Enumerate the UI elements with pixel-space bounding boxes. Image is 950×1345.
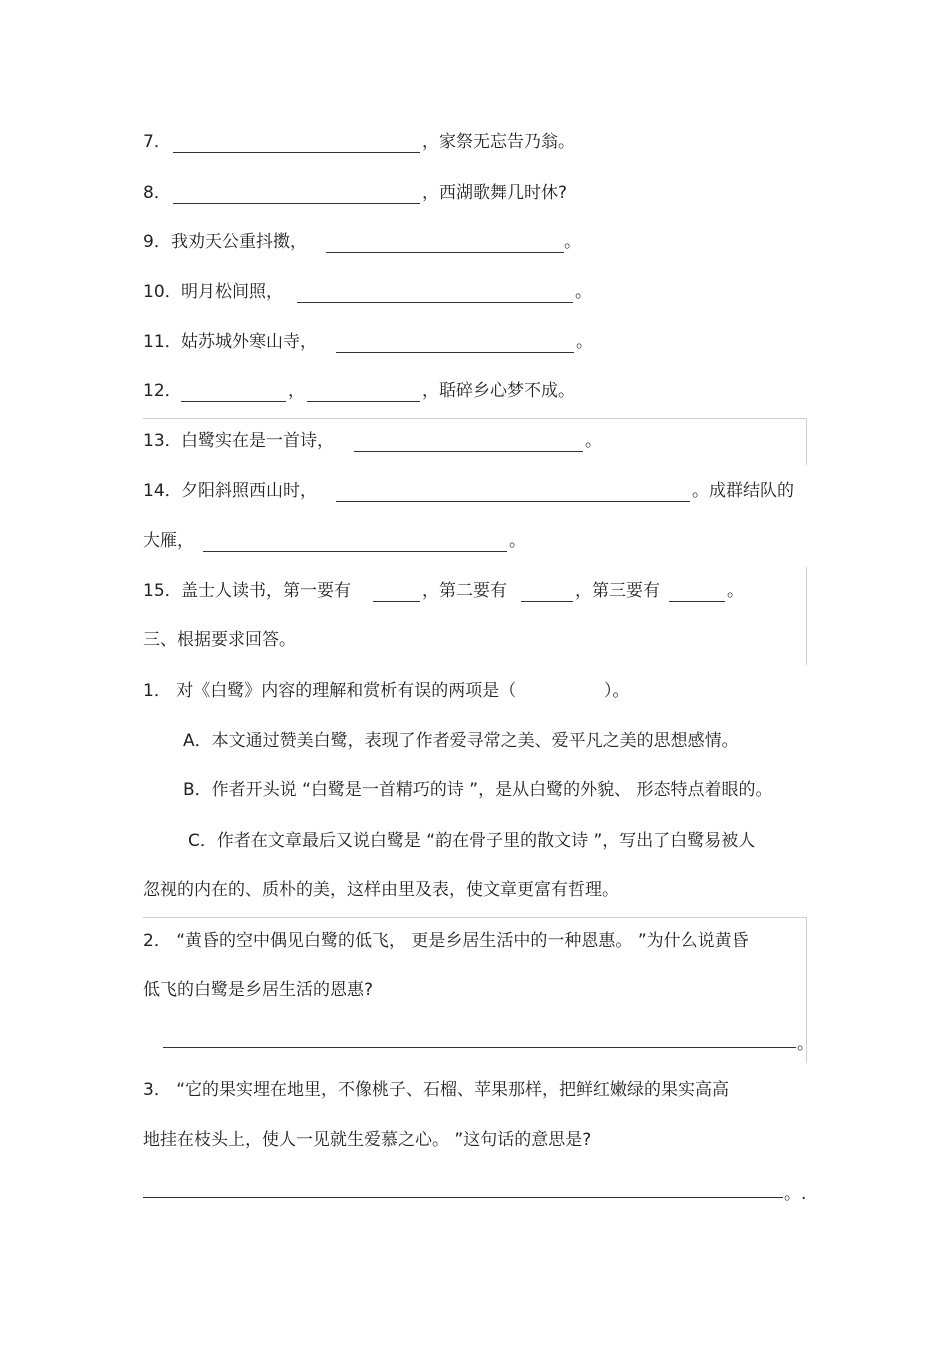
q1-option-c-line1: C．作者在文章最后又说白鹭是 “韵在骨子里的散文诗 ”，写出了白鹭易被人 <box>188 831 756 851</box>
q2-answer-blank[interactable] <box>163 1047 796 1048</box>
q14-line2-text-after: 。 <box>509 531 526 551</box>
q8-text-after: ，西湖歌舞几时休? <box>422 183 568 203</box>
q13-text-before: 白鹭实在是一首诗， <box>181 431 334 451</box>
q2-line1: 2． “黄昏的空中偶见白鹭的低飞， 更是乡居生活中的一种恩惠。 ”为什么说黄昏 <box>143 931 749 951</box>
q2-box-top-border <box>143 917 807 918</box>
q15-text-before: 盖士人读书，第一要有 <box>181 581 351 601</box>
section3-heading: 三、根据要求回答。 <box>143 630 296 650</box>
q7-text-after: ，家祭无忘告乃翁。 <box>422 132 575 152</box>
q11-number: 11． <box>143 332 182 352</box>
q13-box-top-border <box>143 418 807 419</box>
q12-text-after: ，聒碎乡心梦不成。 <box>422 381 575 401</box>
q1-stem: 1． 对《白鹭》内容的理解和赏析有误的两项是（ <box>143 681 517 701</box>
q9-number: 9． <box>143 232 171 252</box>
q15-answer-blank-1[interactable] <box>373 601 420 602</box>
q13-answer-blank[interactable] <box>354 451 583 452</box>
q9-answer-blank[interactable] <box>326 252 564 253</box>
q15-text-mid-2: ，第三要有 <box>575 581 660 601</box>
q13-box-right-border <box>806 418 807 465</box>
q15-text-mid-1: ，第二要有 <box>422 581 507 601</box>
q7-number: 7． <box>143 132 171 152</box>
q2-line2: 低飞的白鹭是乡居生活的恩惠? <box>143 980 374 1000</box>
q1-option-a: A．本文通过赞美白鹭，表现了作者爱寻常之美、爱平凡之美的思想感情。 <box>183 731 739 751</box>
q14-number: 14． <box>143 481 182 501</box>
q2-end: 。 <box>797 1034 814 1054</box>
q10-text-before: 明月松间照， <box>181 282 283 302</box>
q3-answer-blank[interactable] <box>143 1197 783 1198</box>
q12-answer-blank-2[interactable] <box>307 401 420 402</box>
q12-number: 12． <box>143 381 182 401</box>
q8-number: 8． <box>143 183 171 203</box>
q15-answer-blank-3[interactable] <box>669 601 725 602</box>
q11-answer-blank[interactable] <box>336 352 574 353</box>
q15-answer-blank-2[interactable] <box>521 601 573 602</box>
q11-text-before: 姑苏城外寒山寺， <box>181 332 317 352</box>
q13-number: 13． <box>143 431 182 451</box>
q1-stem-end: ）。 <box>604 681 630 701</box>
q14-answer-blank-2[interactable] <box>203 551 507 552</box>
q3-line2: 地挂在枝头上，使人一见就生爱慕之心。 ”这句话的意思是? <box>143 1130 592 1150</box>
q14-text-before: 夕阳斜照西山时， <box>181 481 317 501</box>
q1-option-c-line2: 忽视的内在的、质朴的美，这样由里及表，使文章更富有哲理。 <box>143 880 619 900</box>
q15-text-after: 。 <box>727 581 744 601</box>
q3-end: 。. <box>784 1184 807 1204</box>
q14-line2-text-before: 大雁， <box>143 531 194 551</box>
q15-box-right-border <box>806 567 807 665</box>
q10-number: 10． <box>143 282 182 302</box>
q9-text-before: 我劝天公重抖擞， <box>171 232 307 252</box>
q3-line1: 3． “它的果实埋在地里，不像桃子、石榴、苹果那样，把鲜红嫩绿的果实高高 <box>143 1080 730 1100</box>
q8-answer-blank[interactable] <box>173 203 420 204</box>
q10-answer-blank[interactable] <box>297 302 573 303</box>
q1-option-b: B．作者开头说 “白鹭是一首精巧的诗 ”，是从白鹭的外貌、 形态特点着眼的。 <box>183 780 773 800</box>
q15-number: 15． <box>143 581 182 601</box>
q14-answer-blank-1[interactable] <box>336 501 690 502</box>
q7-answer-blank[interactable] <box>173 152 420 153</box>
q13-text-after: 。 <box>585 431 602 451</box>
q14-text-after: 。成群结队的 <box>692 481 794 501</box>
q10-text-after: 。 <box>575 282 592 302</box>
q11-text-after: 。 <box>576 332 593 352</box>
q9-text-after: 。 <box>564 232 581 252</box>
q12-answer-blank-1[interactable] <box>181 401 286 402</box>
q12-text-mid: ， <box>288 381 305 401</box>
